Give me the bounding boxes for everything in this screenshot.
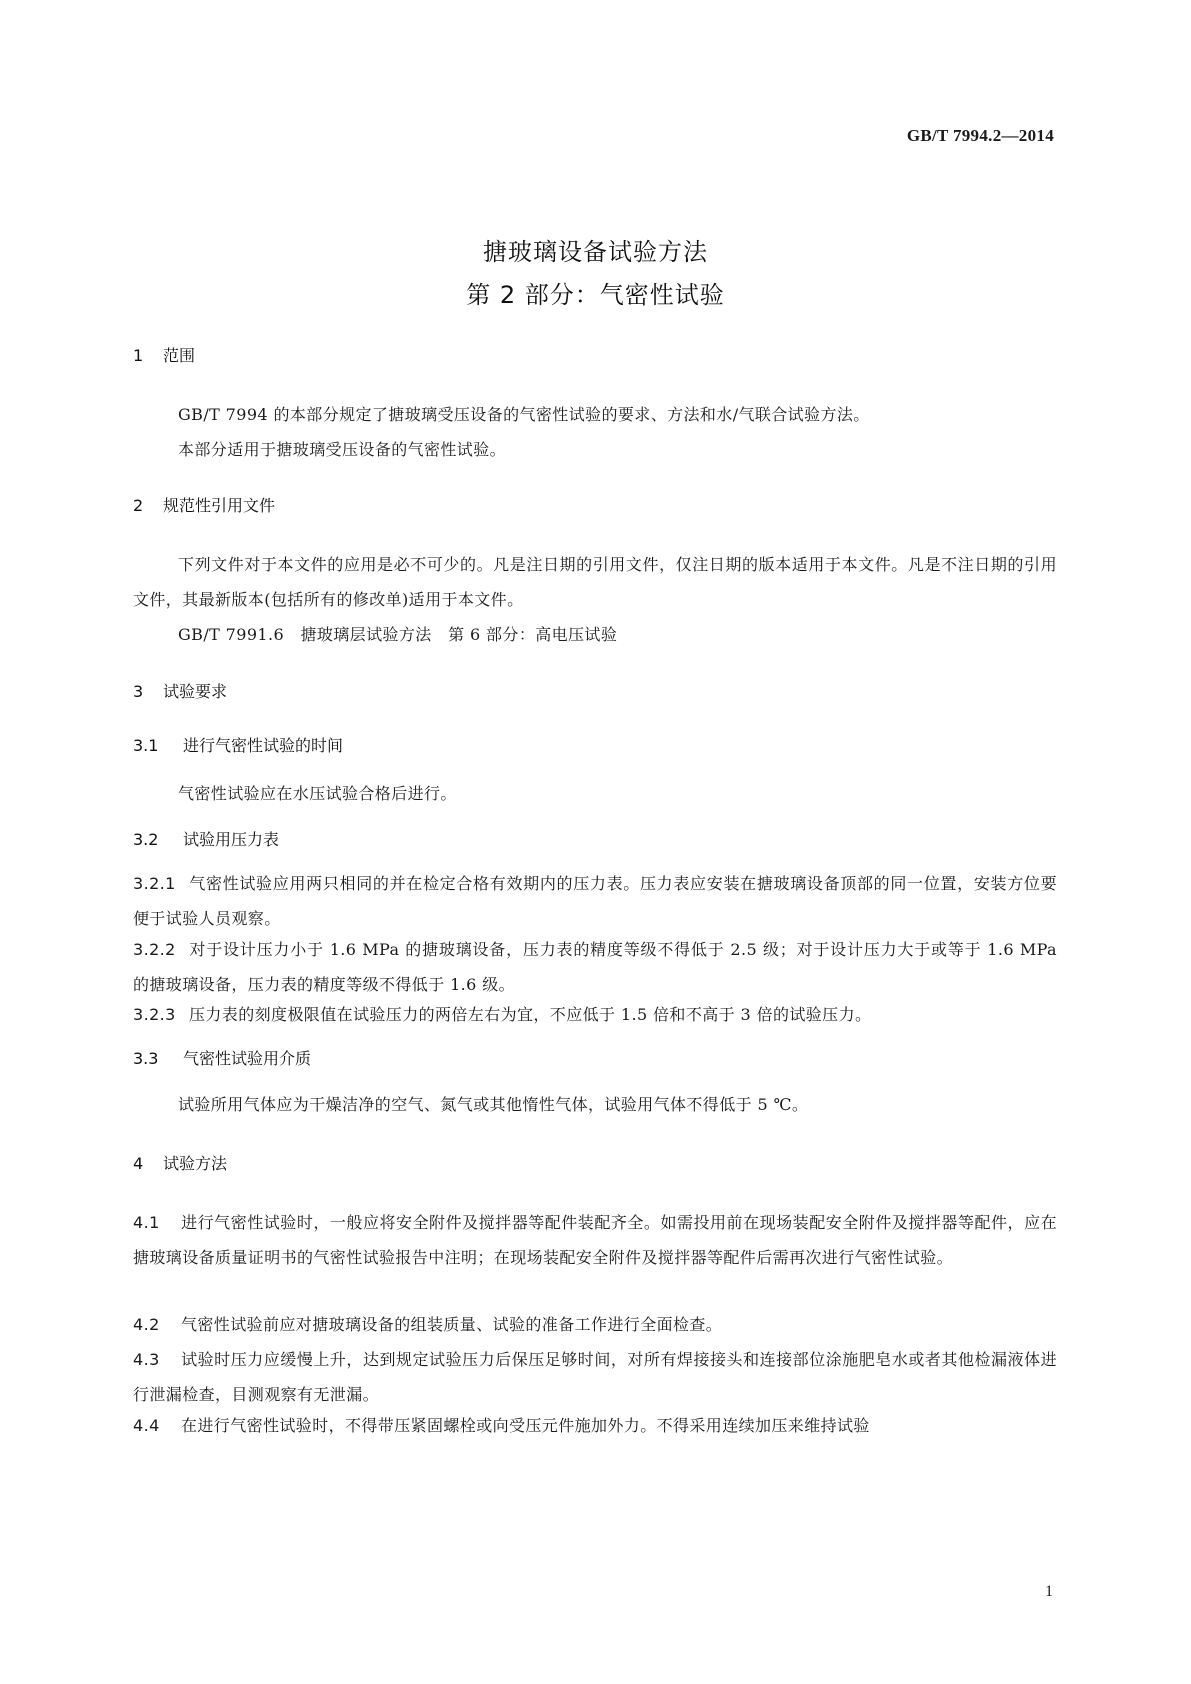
clause-text: 气密性试验应用两只相同的并在检定合格有效期内的压力表。压力表应安装在搪玻璃设备顶部的同一位置，安装方位要便于试验人员观察。 xyxy=(133,874,1057,928)
section-number: 4 xyxy=(133,1154,144,1173)
clause-number: 3.2.2 xyxy=(133,940,176,959)
section-title: 规范性引用文件 xyxy=(163,496,276,515)
clause-number: 4.4 xyxy=(133,1416,160,1435)
section-number: 3.2 xyxy=(133,830,159,849)
clause-number: 3.2.1 xyxy=(133,874,176,893)
clause-3-2-3 xyxy=(133,997,1057,1032)
document-subtitle: 第 2 部分：气密性试验 xyxy=(466,281,725,309)
clause-number: 4.1 xyxy=(133,1213,160,1232)
subsection-3-3-heading xyxy=(133,1046,311,1069)
section-number: 1 xyxy=(133,346,144,365)
section-title: 气密性试验用介质 xyxy=(183,1049,312,1068)
section-number: 3 xyxy=(133,682,144,701)
clause-4-2 xyxy=(133,1307,1057,1342)
clause-text: 气密性试验前应对搪玻璃设备的组装质量、试验的准备工作进行全面检查。 xyxy=(181,1315,723,1334)
section-title: 试验用压力表 xyxy=(183,830,280,849)
standard-code: GB/T 7994.2—2014 xyxy=(906,126,1054,145)
clause-4-1 xyxy=(133,1205,1057,1275)
clause-text: 压力表的刻度极限值在试验压力的两倍左右为宜，不应低于 1.5 倍和不高于 3 倍的试验压力。 xyxy=(189,1005,872,1024)
clause-4-3 xyxy=(133,1342,1057,1412)
section-4-heading xyxy=(133,1151,227,1174)
section-title: 试验要求 xyxy=(163,682,228,701)
section-title: 范围 xyxy=(163,346,196,365)
subsection-3-3-paragraph: 试验所用气体应为干燥洁净的空气、氮气或其他惰性气体，试验用气体不得低于 5 ℃。 xyxy=(178,1095,809,1114)
section-number: 2 xyxy=(133,496,144,515)
section-3-heading xyxy=(133,679,227,702)
section-1-heading xyxy=(133,343,195,366)
clause-number: 3.2.3 xyxy=(133,1005,176,1024)
section-number: 3.1 xyxy=(133,736,159,755)
document-title: 搪玻璃设备试验方法 xyxy=(483,238,708,266)
clause-3-2-1 xyxy=(133,866,1057,936)
clause-number: 4.2 xyxy=(133,1315,160,1334)
clause-text: 进行气密性试验时，一般应将安全附件及搅拌器等配件装配齐全。如需投用前在现场装配安全附件及搅拌器等配件，应在搪玻璃设备质量证明书的气密性试验报告中注明；在现场装配安全附件及搅拌器等配件后需再次进行气密性试验。 xyxy=(133,1213,1057,1267)
clause-3-2-2 xyxy=(133,932,1057,1002)
section-title: 试验方法 xyxy=(163,1154,228,1173)
clause-text: 在进行气密性试验时，不得带压紧固螺栓或向受压元件施加外力。不得采用连续加压来维持试验 xyxy=(181,1416,870,1435)
section-2-paragraph-1: 下列文件对于本文件的应用是必不可少的。凡是注日期的引用文件，仅注日期的版本适用于本文件。凡是不注日期的引用文件，其最新版本(包括所有的修改单)适用于本文件。 xyxy=(133,555,1057,609)
clause-text: 对于设计压力小于 1.6 MPa 的搪玻璃设备，压力表的精度等级不得低于 2.5 级；对于设计压力大于或等于 1.6 MPa 的搪玻璃设备，压力表的精度等级不得低于 1.6 级。 xyxy=(133,940,1057,994)
clause-number: 4.3 xyxy=(133,1350,160,1369)
section-2-heading xyxy=(133,493,275,516)
section-1-paragraph-2: 本部分适用于搪玻璃受压设备的气密性试验。 xyxy=(178,440,507,459)
section-title: 进行气密性试验的时间 xyxy=(183,736,344,755)
section-number: 3.3 xyxy=(133,1049,159,1068)
normative-reference: GB/T 7991.6 搪玻璃层试验方法 第 6 部分：高电压试验 xyxy=(178,625,618,644)
subsection-3-1-heading xyxy=(133,733,343,756)
section-1-paragraph-1: GB/T 7994 的本部分规定了搪玻璃受压设备的气密性试验的要求、方法和水/气联合试验方法。 xyxy=(178,405,870,424)
clause-4-4 xyxy=(133,1408,1057,1443)
clause-text: 试验时压力应缓慢上升，达到规定试验压力后保压足够时间，对所有焊接接头和连接部位涂施肥皂水或者其他检漏液体进行泄漏检查，目测观察有无泄漏。 xyxy=(133,1350,1057,1404)
subsection-3-2-heading xyxy=(133,827,279,850)
subsection-3-1-paragraph: 气密性试验应在水压试验合格后进行。 xyxy=(178,784,457,803)
page-number: 1 xyxy=(1045,1583,1053,1600)
